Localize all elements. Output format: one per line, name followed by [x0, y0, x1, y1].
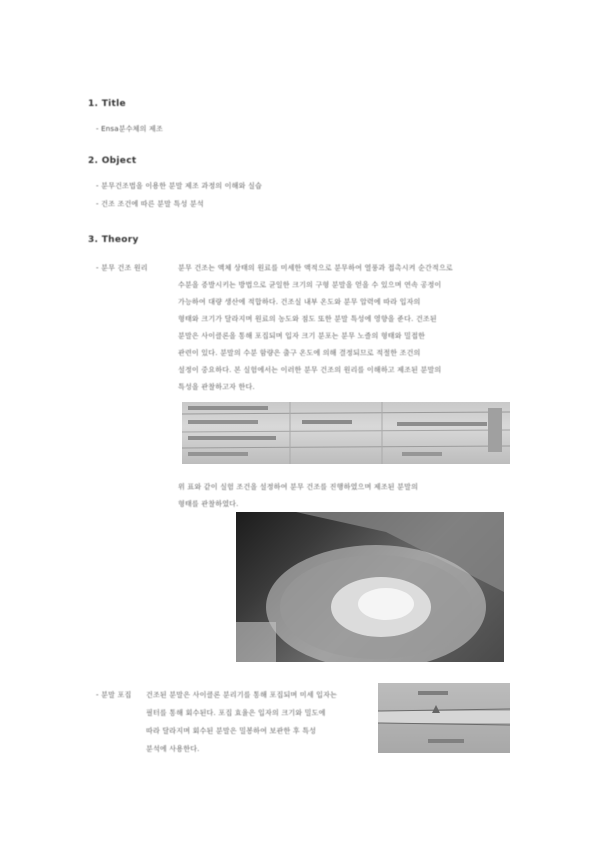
- after-table-line-2: 형태를 관찰하였다.: [178, 500, 239, 508]
- object-line-1: - 분무건조법을 이용한 분말 제조 과정의 이해와 실습: [96, 182, 262, 190]
- object-line-2: - 건조 조건에 따른 분말 특성 분석: [96, 200, 204, 208]
- theory-line-7: 설정이 중요하다. 본 실험에서는 이러한 분무 건조의 원리를 이해하고 제조된 분말의: [178, 366, 442, 374]
- sample-strip-photo: [378, 683, 510, 753]
- bottom-line-1: 건조된 분말은 사이클론 분리기를 통해 포집되며 미세 입자는: [146, 691, 338, 699]
- section-heading-title: 1. Title: [88, 99, 126, 109]
- powder-bowl-photo: [236, 512, 504, 662]
- theory-line-1: 분무 건조는 액체 상태의 원료를 미세한 액적으로 분무하여 열풍과 접촉시켜 순간적으로: [178, 264, 453, 272]
- after-table-line-1: 위 표와 같이 실험 조건을 설정하여 분무 건조를 진행하였으며 제조된 분말의: [178, 483, 419, 491]
- theory-line-3: 가능하여 대량 생산에 적합하다. 건조실 내부 온도와 분무 압력에 따라 입자의: [178, 298, 421, 306]
- sample-strip-graphic: [378, 683, 510, 753]
- theory-line-5: 분말은 사이클론을 통해 포집되며 입자 크기 분포는 분무 노즐의 형태와 밀접한: [178, 332, 426, 340]
- results-table-image: [182, 402, 510, 464]
- theory-line-8: 특성을 관찰하고자 한다.: [178, 383, 255, 391]
- section-heading-theory: 3. Theory: [88, 235, 139, 245]
- results-table-graphic: [182, 402, 510, 464]
- bottom-line-2: 필터를 통해 회수된다. 포집 효율은 입자의 크기와 밀도에: [146, 709, 326, 717]
- bottom-line-3: 따라 달라지며 회수된 분말은 밀봉하여 보관한 후 특성: [146, 727, 317, 735]
- theory-label: - 분무 건조 원리: [96, 264, 148, 272]
- theory-line-2: 수분을 증발시키는 방법으로 균일한 크기의 구형 분말을 얻을 수 있으며 연속 공정이: [178, 281, 442, 289]
- theory-line-6: 관련이 있다. 분말의 수분 함량은 출구 온도에 의해 결정되므로 적절한 조건의: [178, 349, 421, 357]
- section-heading-object: 2. Object: [88, 156, 137, 166]
- theory-line-4: 형태와 크기가 달라지며 원료의 농도와 점도 또한 분말 특성에 영향을 준다. 건조된: [178, 315, 437, 323]
- powder-bowl-graphic: [236, 512, 504, 662]
- bottom-label: - 분말 포집: [96, 691, 132, 699]
- bottom-line-4: 분석에 사용한다.: [146, 745, 200, 753]
- title-line: - Ensa분수체의 제조: [96, 125, 163, 133]
